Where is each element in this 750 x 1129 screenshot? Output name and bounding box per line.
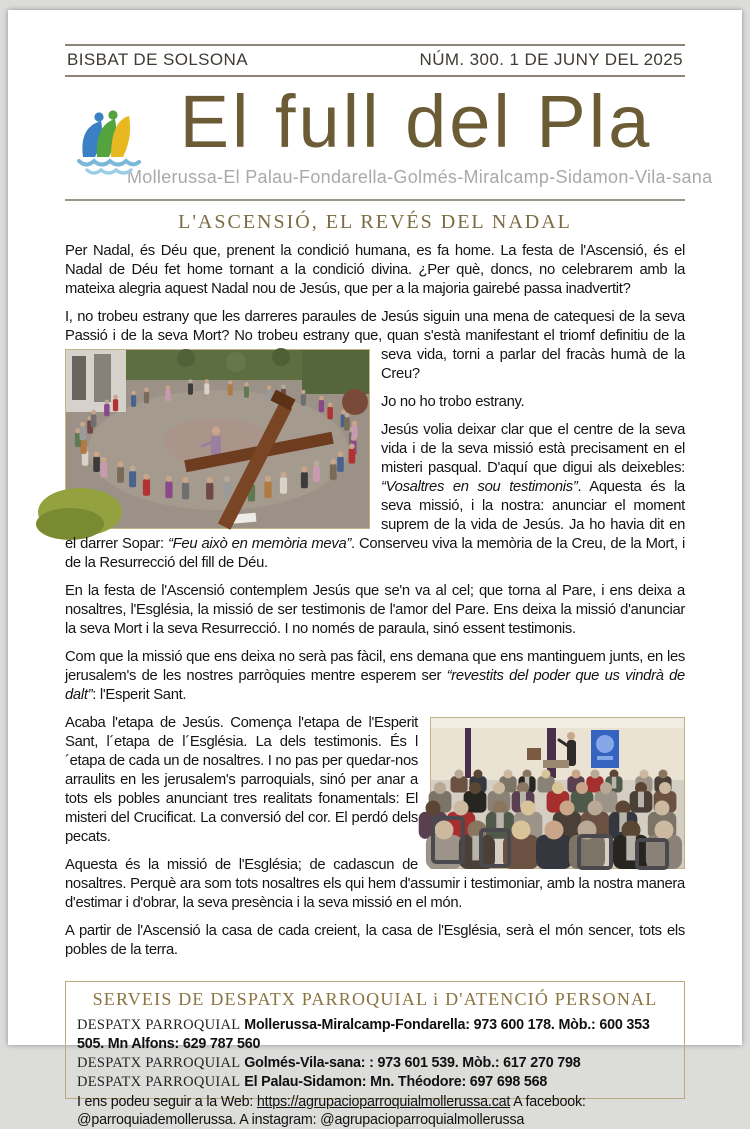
text-run: I ens podeu seguir a la Web: <box>77 1094 257 1110</box>
jubilee-2025-logo <box>49 75 185 201</box>
article-title: L'ASCENSIÓ, EL REVÉS DEL NADAL <box>178 211 572 233</box>
paragraph: En la festa de l'Ascensió contemplem Jesús que se'n va al cel; que torna al Pare, i ens deixa a nosaltres, l'Església, la missió de ser testimonis de l'amor del Pare. Ens deixa la missió d'anunciar la seva Mort i la seva Resurrecció. I no només de paraula, sinó essent testimonis. <box>65 583 685 637</box>
masthead-info-row <box>65 46 685 75</box>
services-box <box>65 981 685 1128</box>
text-run: Jesús volia deixar clar que el centre de la seva vida i de la seva missió està precisament en el misteri pasqual. D'aquí que digui als deixebles: <box>381 422 685 476</box>
photo-parish-meeting <box>430 717 685 869</box>
quote-italic: “Feu això en memòria meva” <box>168 536 352 552</box>
masthead <box>65 79 713 199</box>
photo-meeting-graphic <box>431 718 684 868</box>
text-run: . Aquesta és la seva missió, i la nostra: anunciar el moment suprem de la vida de Jesús. Ja ho havia dit en el darrer Sopar: <box>65 479 685 552</box>
newsletter-title: El full del Pla <box>179 80 653 163</box>
parishes-subtitle: Mollerussa-El Palau-Fondarella-Golmés-Miralcamp-Sidamon-Vila-sana <box>127 167 713 187</box>
quote-italic: “revestits del poder que us vindrà de dalt” <box>65 668 685 703</box>
paragraph: Jo no ho trobo estrany. <box>381 394 525 410</box>
quote-italic: “Vosaltres en sou testimonis” <box>381 479 578 495</box>
newsletter-page <box>8 10 742 1128</box>
paragraph <box>65 308 685 384</box>
office-label: DESPATX PARROQUIAL <box>77 1074 241 1090</box>
office-contacts: Golmés-Vila-sana: : 973 601 539. Mòb.: 617 270 798 <box>244 1055 581 1071</box>
office-line-golmes <box>77 1054 673 1073</box>
office-line-mollerussa <box>77 1016 673 1054</box>
text-run: Com que la missió que ens deixa no serà pas fàcil, ens demana que ens mantinguem junts, en les jerusalem's de les nostres parròquies mentre esperem ser <box>65 649 685 684</box>
text-run: I, no trobeu estrany que les darreres paraules de Jesús siguin una mena de catequesi de la seva Passió i de la seva Mort? No trobeu estrany que, quan s'està manifestant el triomf definitiu de la seva vida, torni <box>65 309 685 363</box>
paragraph: Aquesta és la missió de l'Església; de cadascun de nosaltres. Perquè ara som tots nosaltres els qui hem d'assumir i testimoniar, amb la nostra manera d'estimar i d'obrar, la seva presència i la seva missió en el món. <box>65 857 685 911</box>
text-run: Acaba l'etapa de Jesús. Comença l'etapa de l'Esperit Sant, l´etapa de l´Església. La dels testimonis. És l´etapa de cada un de nosaltres. I no pas per quedar-nos arraulits en les jerusalem's parroquials, sinó per anar a tots els pobles anunciant tres realitats fonamentals: El misteri del Crucificat. La conversió del cor. El perdó dels pecats. <box>65 715 418 845</box>
publisher-name: BISBAT DE SOLSONA <box>67 50 248 69</box>
services-box-title: SERVEIS DE DESPATX PARROQUIAL i D'ATENCIÓ PERSONAL <box>92 989 658 1009</box>
jubilee-logo-graphic <box>49 75 185 201</box>
text-run: A facebook: @parroquiademollerussa. A instagram: @agrupacioparroquialmollerussa <box>77 1094 586 1128</box>
issue-number-date: NÚM. 300. 1 DE JUNY DEL 2025 <box>419 50 683 69</box>
paragraph <box>65 714 685 847</box>
office-label: DESPATX PARROQUIAL <box>77 1055 241 1071</box>
office-label: DESPATX PARROQUIAL <box>77 1017 241 1033</box>
paragraph: Per Nadal, és Déu que, prenent la condició humana, es fa home. La festa de l'Ascensió, és el Nadal de Déu fet home tornant a la condició divina. ¿Per què, doncs, no celebrarem amb la mateixa alegria aquest Nadal nou de Jesús, que per a la majoria gairebé passa inadvertit? <box>65 243 685 297</box>
office-contacts: El Palau-Sidamon: Mn. Théodore: 697 698 568 <box>244 1074 548 1090</box>
website-link[interactable]: https://agrupacioparroquialmollerussa.cat <box>256 1094 511 1110</box>
social-links-line <box>77 1093 673 1129</box>
paragraph <box>65 648 685 705</box>
text-run: a parlar del fracàs humà de la Creu? <box>381 347 685 382</box>
office-line-elpalau <box>77 1073 673 1092</box>
text-run: . Conserveu viva la memòria de la Creu, de la Mort, i de la Resurrecció del fill de Déu. <box>65 536 685 571</box>
text-run: : l'Esperit Sant. <box>92 687 187 703</box>
office-contacts: Mollerussa-Miralcamp-Fondarella: 973 600 178. Mòb.: 600 353 505. Mn Alfons: 629 787 560 <box>77 1017 650 1052</box>
paragraph: A partir de l'Ascensió la casa de cada creient, la casa de l'Església, serà el món sencer, tots els pobles de la terra. <box>65 923 685 958</box>
article-body <box>65 242 685 969</box>
photo-outdoor-graphic <box>66 350 369 528</box>
photo-outdoor-cross-celebration <box>65 349 370 529</box>
